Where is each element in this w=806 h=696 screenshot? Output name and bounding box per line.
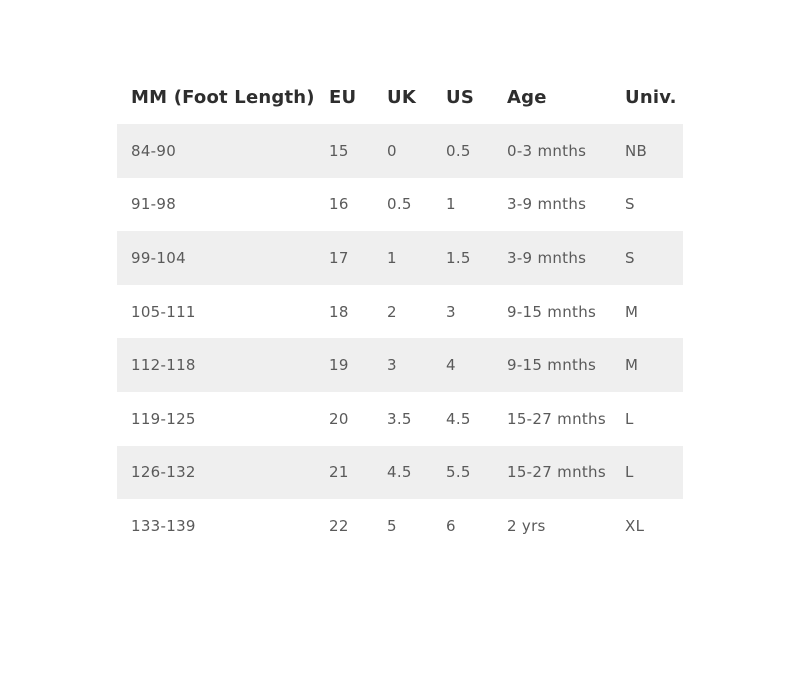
cell-age: 15-27 mnths [507,446,625,500]
size-chart-table [117,70,683,553]
cell-univ: M [625,338,683,392]
header-mm-foot-length: MM (Foot Length) [131,86,315,108]
cell-uk: 3.5 [387,409,412,428]
cell-us: 3 [446,302,456,321]
cell-uk: 4.5 [387,446,446,500]
cell-univ: L [625,446,683,500]
table-row [117,231,683,285]
cell-us: 6 [446,516,456,535]
cell-us: 1 [446,195,456,214]
cell-mm: 91-98 [131,195,177,214]
cell-univ: NB [625,124,683,178]
table-row [117,392,683,446]
cell-age: 3-9 mnths [507,231,625,285]
header-eu: EU [329,86,357,108]
cell-eu: 17 [329,231,387,285]
cell-uk: 0.5 [387,195,412,214]
cell-mm: 119-125 [131,409,196,428]
cell-eu: 22 [329,516,349,535]
header-age: Age [507,86,547,108]
table-row [117,499,683,553]
table-row [117,178,683,232]
cell-age: 9-15 mnths [507,302,597,321]
cell-mm: 133-139 [131,516,196,535]
cell-us: 0.5 [446,124,507,178]
cell-mm: 105-111 [131,302,196,321]
cell-age: 9-15 mnths [507,338,625,392]
cell-us: 4 [446,338,507,392]
header-univ: Univ. [625,86,677,108]
cell-univ: S [625,195,635,214]
cell-us: 4.5 [446,409,471,428]
cell-age: 2 yrs [507,516,546,535]
cell-age: 0-3 mnths [507,124,625,178]
header-uk: UK [387,86,416,108]
cell-eu: 20 [329,409,349,428]
cell-mm: 112-118 [117,338,329,392]
cell-uk: 5 [387,516,397,535]
cell-eu: 18 [329,302,349,321]
cell-uk: 2 [387,302,397,321]
header-row [117,70,683,124]
table-header [117,70,683,124]
table-body [117,124,683,553]
cell-mm: 126-132 [117,446,329,500]
cell-univ: XL [625,516,645,535]
cell-univ: L [625,409,634,428]
cell-uk: 1 [387,231,446,285]
cell-us: 1.5 [446,231,507,285]
cell-univ: S [625,231,683,285]
cell-mm: 84-90 [117,124,329,178]
table-row [117,446,683,500]
cell-uk: 3 [387,338,446,392]
cell-eu: 15 [329,124,387,178]
cell-uk: 0 [387,124,446,178]
cell-age: 15-27 mnths [507,409,606,428]
table-row [117,285,683,339]
table-row [117,338,683,392]
table-row [117,124,683,178]
cell-eu: 21 [329,446,387,500]
cell-univ: M [625,302,639,321]
cell-mm: 99-104 [117,231,329,285]
cell-us: 5.5 [446,446,507,500]
cell-eu: 16 [329,195,349,214]
header-us: US [446,86,474,108]
cell-age: 3-9 mnths [507,195,587,214]
cell-eu: 19 [329,338,387,392]
